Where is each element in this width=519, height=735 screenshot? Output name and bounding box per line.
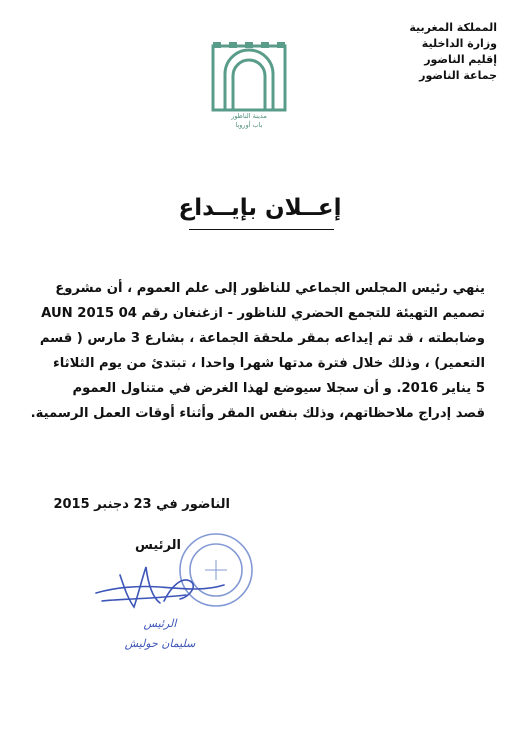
header-line-kingdom: المملكة المغربية (409, 21, 497, 34)
header-line-commune: جماعة الناضور (419, 69, 497, 82)
arch-gate-icon (203, 40, 295, 112)
logo-caption-city: مدينة الناظور (231, 112, 267, 120)
logo-caption (195, 112, 303, 130)
title-underline (189, 229, 334, 230)
notice-title: إعــلان بإيــداع (178, 195, 342, 221)
header-line-province: إقليم الناضور (424, 53, 497, 66)
logo-caption-slogan: باب أوروبا (235, 121, 263, 129)
handwritten-signature-icon (90, 555, 230, 615)
place-date-line: الناضور في 23 دجنبر 2015 (53, 497, 230, 512)
body-line: تصميم التهيئة للتجمع الحضري للناظور - ازغنغان رقم 04 AUN 2015 (41, 306, 485, 321)
handwritten-title: الرئيس (143, 617, 177, 630)
notice-body (30, 276, 485, 426)
body-line: 5 يناير 2016. و أن سجلا سيوضع لهذا الغرض في متناول العموم (72, 381, 485, 396)
handwritten-signatory (105, 614, 215, 654)
body-line: وضابطته ، قد تم إيداعه بمقر ملحقة الجماعة ، بشارع 3 مارس ( قسم (39, 331, 485, 346)
signature-title: الرئيس (135, 538, 181, 553)
body-line: قصد إدراج ملاحظاتهم، وذلك بنفس المقر وأثناء أوقات العمل الرسمية. (30, 406, 485, 421)
header-authority-block (357, 20, 497, 84)
body-line: ينهي رئيس المجلس الجماعي للناظور إلى علم العموم ، أن مشروع (55, 281, 485, 296)
handwritten-name: سليمان حوليش (124, 637, 196, 650)
header-line-ministry: وزارة الداخلية (421, 37, 497, 50)
body-line: التعمير) ، وذلك خلال فترة مدتها شهرا واحدا ، تبتدئ من يوم الثلاثاء (52, 356, 485, 371)
